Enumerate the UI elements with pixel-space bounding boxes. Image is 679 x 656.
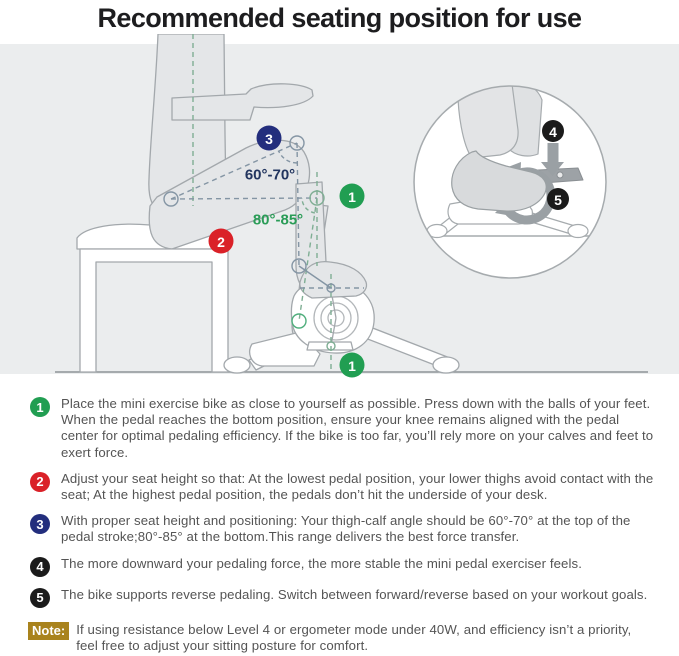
marker-1-side-label: 1 [348, 189, 356, 205]
marker-5-label: 5 [554, 192, 562, 208]
instruction-text-2: Adjust your seat height so that: At the lowest pedal position, your lower thighs avoid contact with the seat; At the highest pedal position, the pedals don’t hit the underside of your desk. [61, 470, 654, 503]
instruction-text-5: The bike supports reverse pedaling. Switch between forward/reverse based on your workout goals. [61, 586, 648, 602]
instruction-item-5 [30, 587, 655, 608]
pedal-bottom [307, 342, 353, 350]
instruction-item-4 [30, 556, 655, 577]
inset-front-wheel [568, 225, 588, 238]
seating-diagram-svg [0, 34, 679, 390]
instruction-item-3 [30, 513, 655, 545]
note-label: Note: [28, 622, 69, 640]
angle-label-top: 60°-70° [244, 166, 296, 184]
bike-rear-wheel [224, 357, 250, 373]
step-badge-1: 1 [30, 397, 50, 417]
bike-front-wheel [433, 357, 459, 373]
step-badge-5: 5 [30, 588, 50, 608]
instruction-text-3: With proper seat height and positioning: Your thigh-calf angle should be 60°-70° at the top of the pedal stroke;80°-85° at the bottom.This range delivers the best force transfer. [61, 513, 631, 545]
step-badge-3: 3 [30, 514, 50, 534]
inset-pedal-screw [557, 172, 563, 178]
instruction-list [0, 390, 679, 608]
note [0, 622, 679, 654]
instruction-text-4: The more downward your pedaling force, the more stable the mini pedal exerciser feels. [61, 555, 582, 571]
marker-2-label: 2 [217, 234, 225, 250]
step-badge-4: 4 [30, 557, 50, 577]
instruction-item-1 [30, 396, 655, 461]
note-text: If using resistance below Level 4 or ergometer mode under 40W, and efficiency isn’t a priority, feel free to adjust your sitting posture for comfort. [76, 621, 632, 653]
page-title: Recommended seating position for use [97, 3, 582, 33]
seating-diagram [0, 34, 679, 390]
marker-1-bottom-label: 1 [348, 358, 356, 374]
angle-label-bottom: 80°-85° [252, 211, 304, 229]
instruction-text-1: Place the mini exercise bike as close to yourself as possible. Press down with the balls of your feet. When the pedal reaches the bottom position, ensure your knee remains aligned with the pedal center for optimal pedaling efficiency. If the bike is too far, you’ll rely more on your calves and feet to exert force. [61, 396, 654, 460]
instruction-item-2 [30, 471, 655, 503]
marker-3-label: 3 [265, 131, 273, 147]
press-arrow-shaft [548, 143, 559, 163]
step-badge-2: 2 [30, 472, 50, 492]
marker-4-label: 4 [549, 124, 557, 140]
